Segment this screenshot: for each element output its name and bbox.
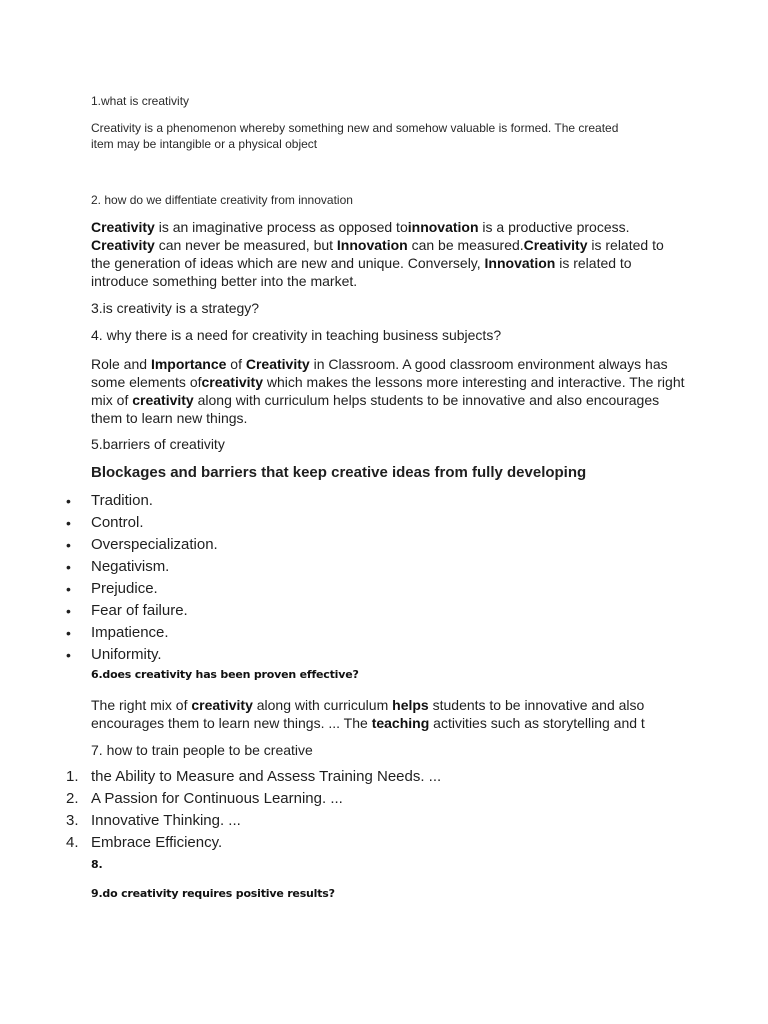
answer-text: along with curriculum [252, 697, 393, 713]
answer-text: Role and [91, 356, 151, 372]
question-2-answer [91, 218, 681, 290]
bold-term: Innovation [336, 237, 408, 253]
document-page: 1.what is creativity Creativity is a phenomenon whereby something new and somehow valuable is formed. The created item may be intangible or a physical object 2. how do we diffentiate creativity from innovation Creativity is an imaginative process as opposed toinnovation is a productive process. Creativity can never be measured, but Innovation can be measured.Creativity is related to the generation of ideas which are new and unique. Conversely, Innovation is related to introduce something better into the market. 3.is creativity is a strategy? 4. why there is a need for creativity in teaching business subjects? Role and Importance of Creativity in Classroom. A good classroom environment always has some elements ofcreativity which makes the lessons more interesting and interactive. The right mix of creativity along with curriculum helps students to be innovative and also encourages them to learn new things. 5.barriers of creativity Blockages and barriers that keep creative ideas from fully developing • Tradition. • Control. • Overspecialization. • Negativism. • Prejudice. • Fear of failure. • Impatience. • Uniformity. 6.does creativity has been proven effective? The right mix of creativity along with curriculum helps students to be innovative and also encourages them to learn new things. ... The teaching activities such as storytelling and t 7. how to train people to be creative 1. the Ability to Measure and Assess Training Needs. ... 2. A Passion for Continuous Learning. ... 3. Innovative Thinking. ... 4. Embrace Efficiency. 8. 9.do creativity requires positive results? [0, 0, 768, 1024]
list-number: 3. [66, 812, 79, 829]
bold-term: creativity [191, 697, 253, 713]
question-4-answer [91, 355, 691, 427]
bullet-icon: • [66, 515, 71, 531]
question-8-title: 8. [91, 858, 103, 871]
bullet-icon: • [66, 537, 71, 553]
question-4-title: 4. why there is a need for creativity in teaching business subjects? [91, 327, 502, 343]
question-1-answer [91, 120, 711, 152]
answer-line: item may be intangible or a physical object [91, 137, 318, 151]
bold-term: creativity [132, 392, 194, 408]
question-9-title: 9.do creativity requires positive results? [91, 887, 335, 900]
bold-term: Creativity [245, 356, 310, 372]
question-7-title: 7. how to train people to be creative [91, 742, 313, 758]
bold-term: Creativity [91, 237, 155, 253]
bold-term: helps [392, 697, 429, 713]
answer-text: activities such as storytelling and t [429, 715, 645, 731]
answer-text: is related to introduce something better into the market. [91, 255, 632, 289]
bullet-icon: • [66, 559, 71, 575]
bullet-icon: • [66, 603, 71, 619]
answer-text: can be measured. [407, 237, 524, 253]
list-number: 2. [66, 790, 79, 807]
bold-term: innovation [407, 219, 479, 235]
list-number: 1. [66, 768, 79, 785]
bold-term: Creativity [91, 219, 155, 235]
bullet-icon: • [66, 625, 71, 641]
question-6-title: 6.does creativity has been proven effective? [91, 668, 359, 681]
answer-text: of [226, 356, 246, 372]
barriers-heading: Blockages and barriers that keep creative ideas from fully developing [91, 464, 587, 481]
answer-text: along with curriculum helps students to be innovative and also encourages them to learn new things. [91, 392, 660, 426]
bold-term: creativity [201, 374, 263, 390]
answer-line: Creativity is a phenomenon whereby something new and somehow valuable is formed. The created [91, 121, 619, 135]
question-2-title: 2. how do we diffentiate creativity from innovation [91, 193, 353, 207]
answer-text: in Classroom. A good classroom environment always has some elements of [91, 356, 668, 390]
answer-text: can never be measured, but [154, 237, 337, 253]
answer-text: which makes the lessons more interesting and interactive. The right mix of [91, 374, 685, 408]
answer-text: is an imaginative process as opposed to [154, 219, 408, 235]
question-6-answer [91, 696, 691, 732]
bullet-icon: • [66, 581, 71, 597]
question-3-title: 3.is creativity is a strategy? [91, 300, 260, 316]
list-number: 4. [66, 834, 79, 851]
bold-term: Importance [150, 356, 227, 372]
answer-text: students to be innovative and also encourages them to learn new things. ... The [91, 697, 645, 731]
bullet-icon: • [66, 493, 71, 509]
bold-term: Creativity [523, 237, 588, 253]
answer-text: is related to the generation of ideas which are new and unique. Conversely, [91, 237, 664, 271]
bullet-icon: • [66, 647, 71, 663]
question-5-title: 5.barriers of creativity [91, 436, 225, 452]
answer-text: The right mix of [91, 697, 192, 713]
answer-text: is a productive process. [478, 219, 630, 235]
bold-term: Innovation [484, 255, 556, 271]
question-1-title: 1.what is creativity [91, 94, 190, 108]
bold-term: teaching [371, 715, 430, 731]
